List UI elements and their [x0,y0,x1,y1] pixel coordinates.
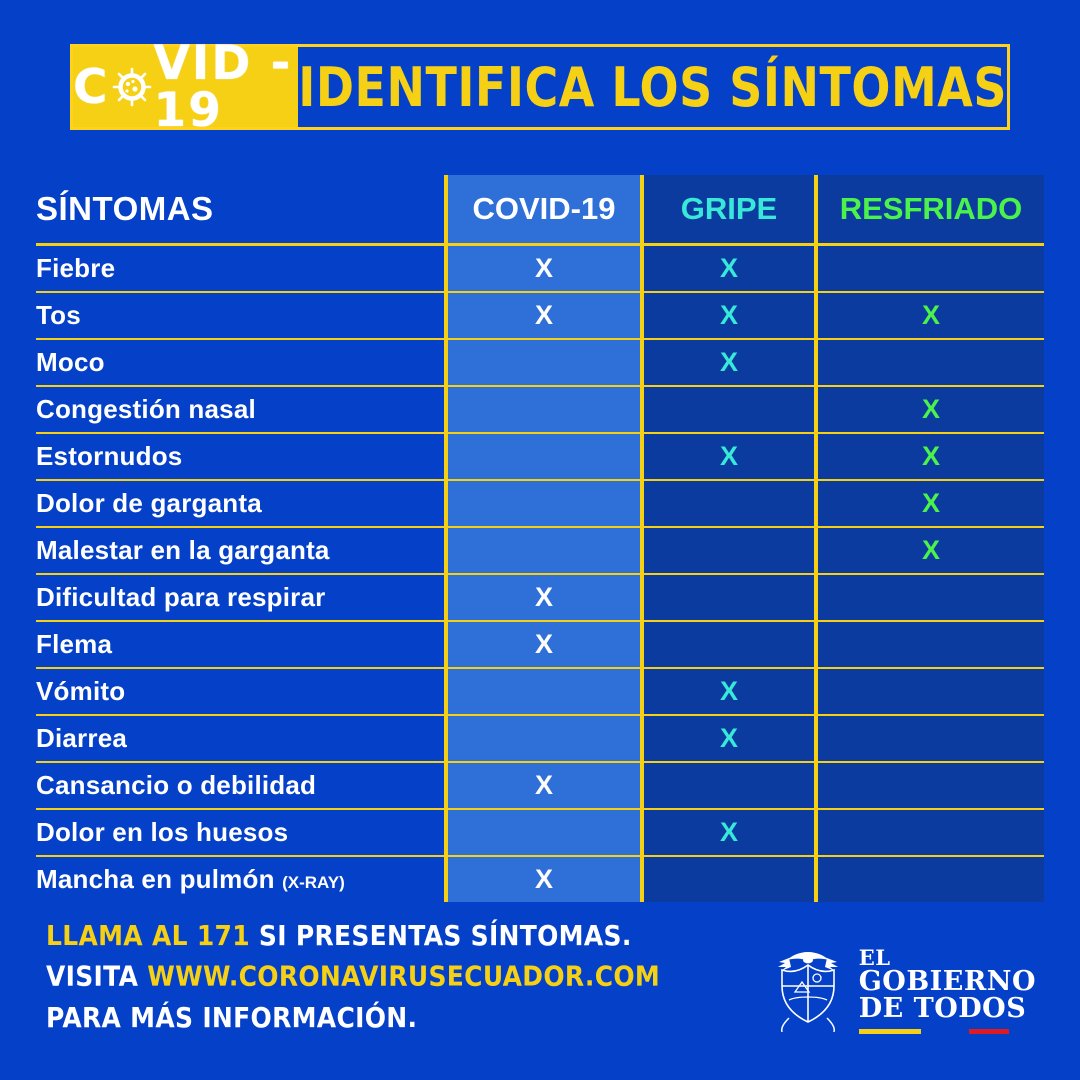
cell-resfriado [816,715,1044,762]
cell-covid [446,809,642,856]
symptom-label: Dolor de garganta [36,480,446,527]
logo-line-3: DE TODOS [858,993,1027,1024]
cell-gripe [642,762,816,809]
flag-bar-yellow [859,1029,921,1034]
cell-resfriado [816,245,1044,293]
cell-covid [446,433,642,480]
coat-of-arms-icon [769,948,847,1034]
column-header-covid19: COVID-19 [446,175,642,245]
cell-resfriado [816,762,1044,809]
symptom-label: Dificultad para respirar [36,574,446,621]
cell-covid [446,668,642,715]
table-row [36,621,1044,668]
symptom-label: Dolor en los huesos [36,809,446,856]
symptom-label: Diarrea [36,715,446,762]
symptom-label: Moco [36,339,446,386]
table-row [36,480,1044,527]
cell-gripe [642,386,816,433]
covid-brand-suffix: VID - 19 [153,36,293,138]
table-row [36,386,1044,433]
table-row [36,292,1044,339]
table-row [36,668,1044,715]
cell-gripe: X [642,245,816,293]
column-header-gripe: GRIPE [642,175,816,245]
symptom-suffix: (X-RAY) [282,873,345,892]
symptom-label: Mancha en pulmón (X-RAY) [36,864,345,894]
logo-line-2: GOBIERNO [858,966,1036,997]
table-body [36,245,1044,903]
table-row [36,245,1044,293]
cell-covid [446,339,642,386]
flag-bars [859,1029,1036,1034]
logo-line-1: EL [858,945,891,970]
cell-covid: X [446,245,642,293]
symptom-label: Tos [36,292,446,339]
symptoms-table-wrapper [36,175,1044,902]
government-logo [769,947,1036,1038]
table-row [36,574,1044,621]
flag-bar-red [969,1029,1009,1034]
table-row [36,715,1044,762]
cell-resfriado: X [816,386,1044,433]
cell-gripe: X [642,715,816,762]
cell-resfriado [816,809,1044,856]
footer-line-2 [46,957,660,998]
header-banner [70,36,1010,138]
cell-gripe: X [642,292,816,339]
website-link[interactable]: WWW.CORONAVIRUSECUADOR.COM [147,960,661,993]
table-row [36,856,1044,902]
cell-gripe [642,527,816,574]
cell-resfriado [816,339,1044,386]
cell-covid: X [446,292,642,339]
footer-line-1 [46,916,660,957]
cell-covid: X [446,621,642,668]
visit-label: VISITA [46,960,148,993]
cell-covid: X [446,856,642,902]
cell-covid: X [446,762,642,809]
footer [46,919,1036,1038]
symptom-label: Estornudos [36,433,446,480]
cell-gripe: X [642,668,816,715]
header-title-block [298,47,1007,127]
table-row [36,433,1044,480]
covid-brand-prefix: C [73,59,110,115]
column-header-resfriado: RESFRIADO [816,175,1044,245]
cell-gripe [642,574,816,621]
table-row [36,339,1044,386]
table-row [36,762,1044,809]
cell-resfriado: X [816,292,1044,339]
footer-line-3: PARA MÁS INFORMACIÓN. [46,1000,418,1034]
cell-resfriado: X [816,480,1044,527]
cell-gripe [642,856,816,902]
table-header [36,175,1044,245]
covid-logo-block [73,36,298,138]
table-row [36,527,1044,574]
symptom-label: Cansancio o debilidad [36,762,446,809]
covid-wordmark [73,36,298,138]
cell-resfriado [816,574,1044,621]
cell-covid: X [446,574,642,621]
symptom-label: Congestión nasal [36,386,446,433]
page-title: IDENTIFICA LOS SÍNTOMAS [298,55,1007,119]
government-wordmark [859,947,1036,1034]
symptoms-table [36,175,1044,902]
cell-gripe [642,621,816,668]
cell-resfriado: X [816,433,1044,480]
cell-covid [446,480,642,527]
cell-gripe: X [642,339,816,386]
symptom-label: Fiebre [36,245,446,293]
footer-message [46,916,660,1038]
symptom-label: Malestar en la garganta [36,527,446,574]
cell-covid [446,386,642,433]
table-header-row [36,175,1044,245]
cell-covid [446,715,642,762]
cell-gripe [642,480,816,527]
symptom-label: Vómito [36,668,446,715]
cell-resfriado [816,668,1044,715]
phone-number: LLAMA AL 171 [46,919,250,953]
column-header-sintomas: SÍNTOMAS [36,175,446,245]
cell-covid [446,527,642,574]
flag-bar-blue [925,1029,965,1034]
table-row [36,809,1044,856]
cell-resfriado: X [816,527,1044,574]
cell-gripe: X [642,433,816,480]
cell-resfriado [816,856,1044,902]
virus-icon [112,67,152,107]
cell-resfriado [816,621,1044,668]
footer-line-1-rest: SI PRESENTAS SÍNTOMAS. [249,919,632,953]
symptom-label: Flema [36,621,446,668]
cell-gripe: X [642,809,816,856]
